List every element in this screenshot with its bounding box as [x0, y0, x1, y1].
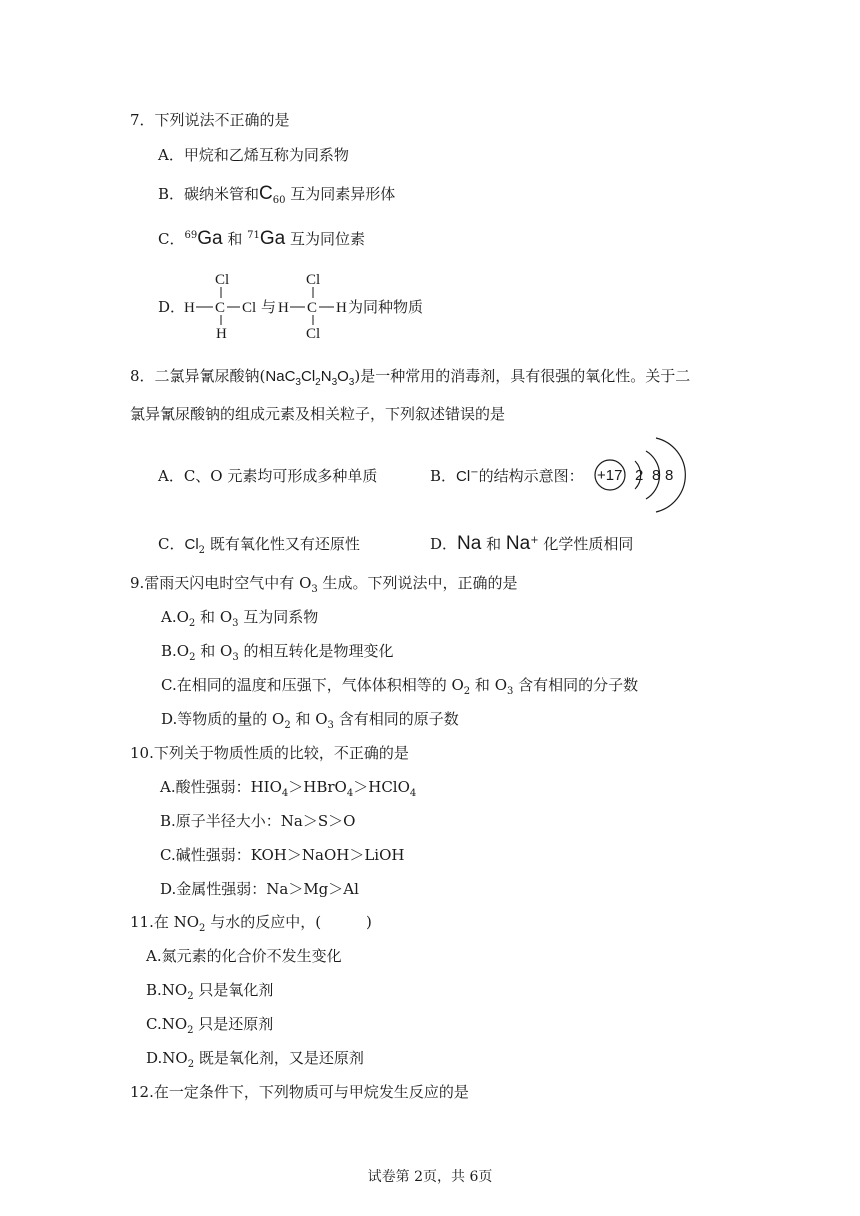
q10-option-b: B.原子半径大小：Na＞S＞O: [160, 812, 356, 830]
formula1-top: Cl: [215, 272, 230, 288]
q9-option-b: $B.O_2$ 和 $O_3$ 的相互转化是物理变化: [161, 642, 394, 663]
page-footer: 试卷第 2页，共 6页: [367, 1169, 493, 1185]
q8-stem-line2: 氯异氰尿酸钠的组成元素及相关粒子，下列叙述错误的是: [130, 405, 506, 423]
q11-option-d: $D.NO_2$ 既是氧化剂，又是还原剂: [146, 1049, 364, 1070]
formula-mid: 与: [261, 300, 277, 316]
shell-3-count: 8: [665, 467, 674, 484]
q7-option-a: A．甲烷和乙烯互称为同系物: [158, 146, 349, 164]
shell-2-count: 8: [652, 467, 661, 484]
shell-1-count: 2: [635, 467, 644, 484]
q7-option-d-label: D．: [158, 298, 186, 316]
q10-option-a: A.酸性强弱：$HIO_4>HBrO_4>HClO_4$: [160, 778, 417, 799]
atom-structure-svg: [590, 430, 690, 520]
cl-ion-structure-diagram: [590, 430, 690, 520]
q7-option-c: C．$^{69}$Ga 和 $^{71}$Ga 互为同位素: [158, 228, 366, 249]
nucleus-charge: +17: [597, 467, 623, 484]
q8-option-b: B．Cl−的结构示意图：: [430, 467, 584, 485]
q11-option-b: $B.NO_2$ 只是氧化剂: [146, 981, 274, 1002]
formula2-right: H: [336, 300, 347, 316]
formula2-bottom: Cl: [306, 326, 321, 340]
q11-stem: 11.在 $NO_2$ 与水的反应中，( ): [130, 913, 372, 934]
q8-formula: $NaC_3Cl_2N_3O_3$: [265, 368, 355, 388]
q7-option-b: B．碳纳米管和$C_{60}$ 互为同素异形体: [158, 183, 396, 206]
formula1-center: C: [215, 300, 226, 316]
q9-option-d: D.等物质的量的 $O_2$ 和 $O_3$ 含有相同的原子数: [161, 710, 459, 731]
formula1-right: Cl: [242, 300, 257, 316]
q8-option-d: D．Na 和 Na+ 化学性质相同: [430, 533, 634, 554]
q10-option-d: D.金属性强弱：Na＞Mg＞Al: [160, 880, 359, 898]
c60-formula: C: [259, 183, 273, 204]
q11-option-c: $C.NO_2$ 只是还原剂: [146, 1015, 274, 1036]
q10-stem: 10.下列关于物质性质的比较，不正确的是: [130, 744, 409, 762]
q8-option-c: C．$Cl_2$ 既有氧化性又有还原性: [158, 535, 360, 556]
q7-stem: 7．下列说法不正确的是: [130, 111, 290, 129]
q7-option-d-structures: [182, 270, 432, 340]
formula2-left: H: [278, 300, 289, 316]
structural-formulas: [182, 270, 432, 340]
formula2-center: C: [307, 300, 318, 316]
formula1-bottom: H: [216, 326, 227, 340]
q11-option-a: A.氮元素的化合价不发生变化: [146, 947, 342, 965]
formula2-top: Cl: [306, 272, 321, 288]
q9-option-a: $A.O_2$ 和 $O_3$ 互为同系物: [161, 608, 319, 629]
q10-option-c: C.碱性强弱：KOH＞NaOH＞LiOH: [160, 846, 405, 864]
q8-stem-line1: 8．二氯异氰尿酸钠$(NaC_3Cl_2N_3O_3)$是一种常用的消毒剂，具有很强的氧化性。关于二: [130, 367, 691, 388]
formula1-left: H: [184, 300, 195, 316]
formula-suffix: 为同种物质: [348, 300, 424, 316]
q9-stem: 9.雷雨天闪电时空气中有 $O_3$ 生成。下列说法中，正确的是: [130, 574, 518, 595]
q12-stem: 12.在一定条件下，下列物质可与甲烷发生反应的是: [130, 1083, 469, 1101]
q9-option-c: C.在相同的温度和压强下，气体体积相等的 $O_2$ 和 $O_3$ 含有相同的分子数: [161, 676, 639, 697]
q8-option-a: A．C、O 元素均可形成多种单质: [158, 467, 378, 485]
